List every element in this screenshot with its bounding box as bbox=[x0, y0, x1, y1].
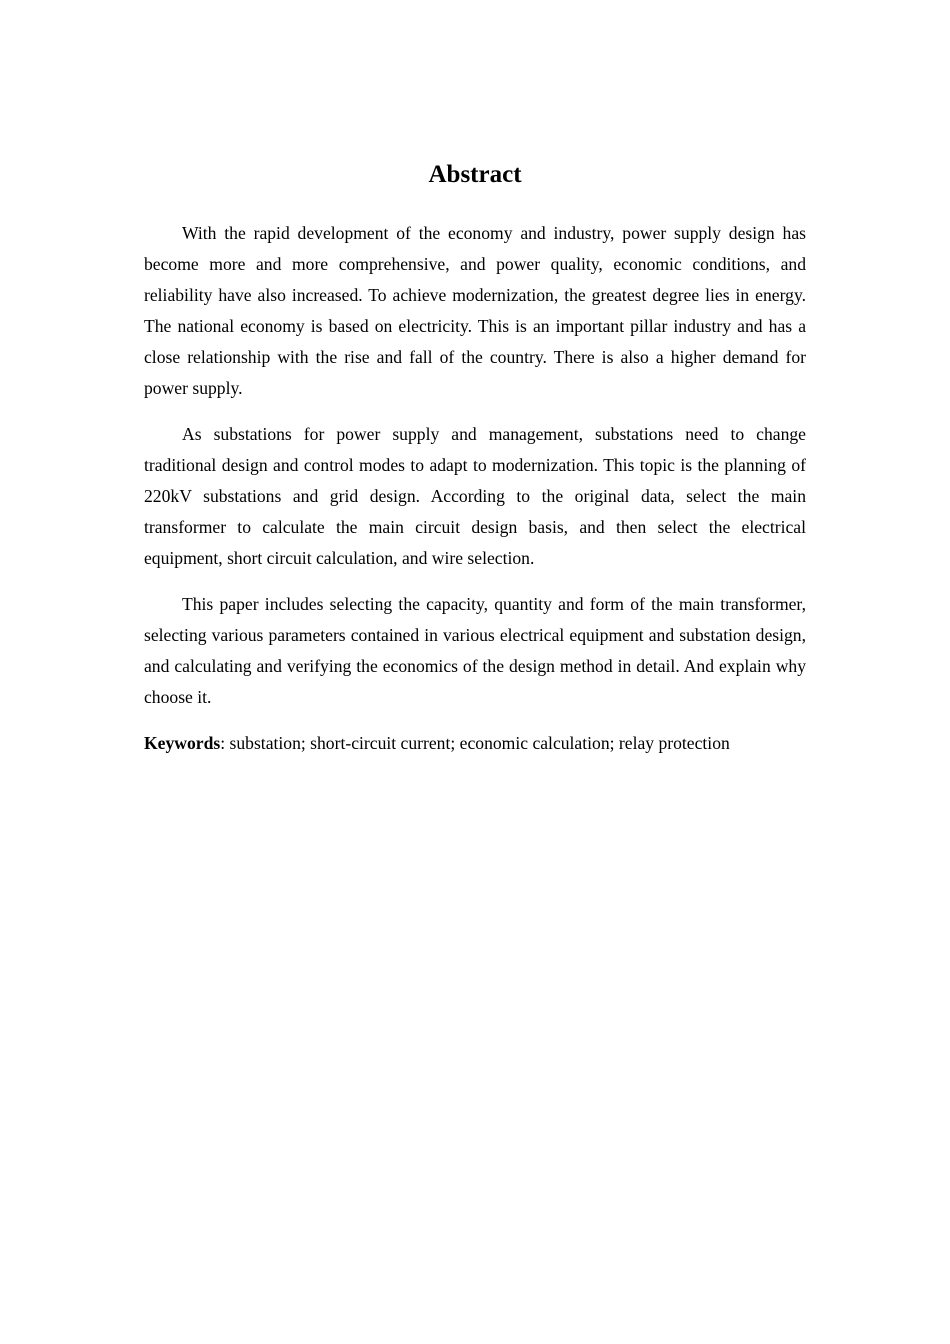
abstract-paragraph-1: With the rapid development of the economy and industry, power supply design has become more and more comprehensive, and power quality, economic conditions, and reliability have also increased. To achieve modernization, the greatest degree lies in energy. The national economy is based on electricity. This is an important pillar industry and has a close relationship with the rise and fall of the country. There is also a higher demand for power supply. bbox=[144, 223, 806, 398]
abstract-page bbox=[144, 158, 806, 759]
abstract-title: Abstract bbox=[428, 161, 522, 188]
keywords-label: Keywords bbox=[144, 733, 221, 753]
abstract-paragraph-3: This paper includes selecting the capacity, quantity and form of the main transformer, selecting various parameters contained in various electrical equipment and substation design, and calculating and verifying the economics of the design method in detail. And explain why choose it. bbox=[144, 594, 806, 707]
keywords-line bbox=[144, 728, 806, 759]
abstract-paragraph-2: As substations for power supply and management, substations need to change traditional design and control modes to adapt to modernization. This topic is the planning of 220kV substations and grid design. According to the original data, select the main transformer to calculate the main circuit design basis, and then select the electrical equipment, short circuit calculation, and wire selection. bbox=[144, 424, 806, 568]
keywords-text: : substation; short-circuit current; economic calculation; relay protection bbox=[220, 733, 730, 753]
